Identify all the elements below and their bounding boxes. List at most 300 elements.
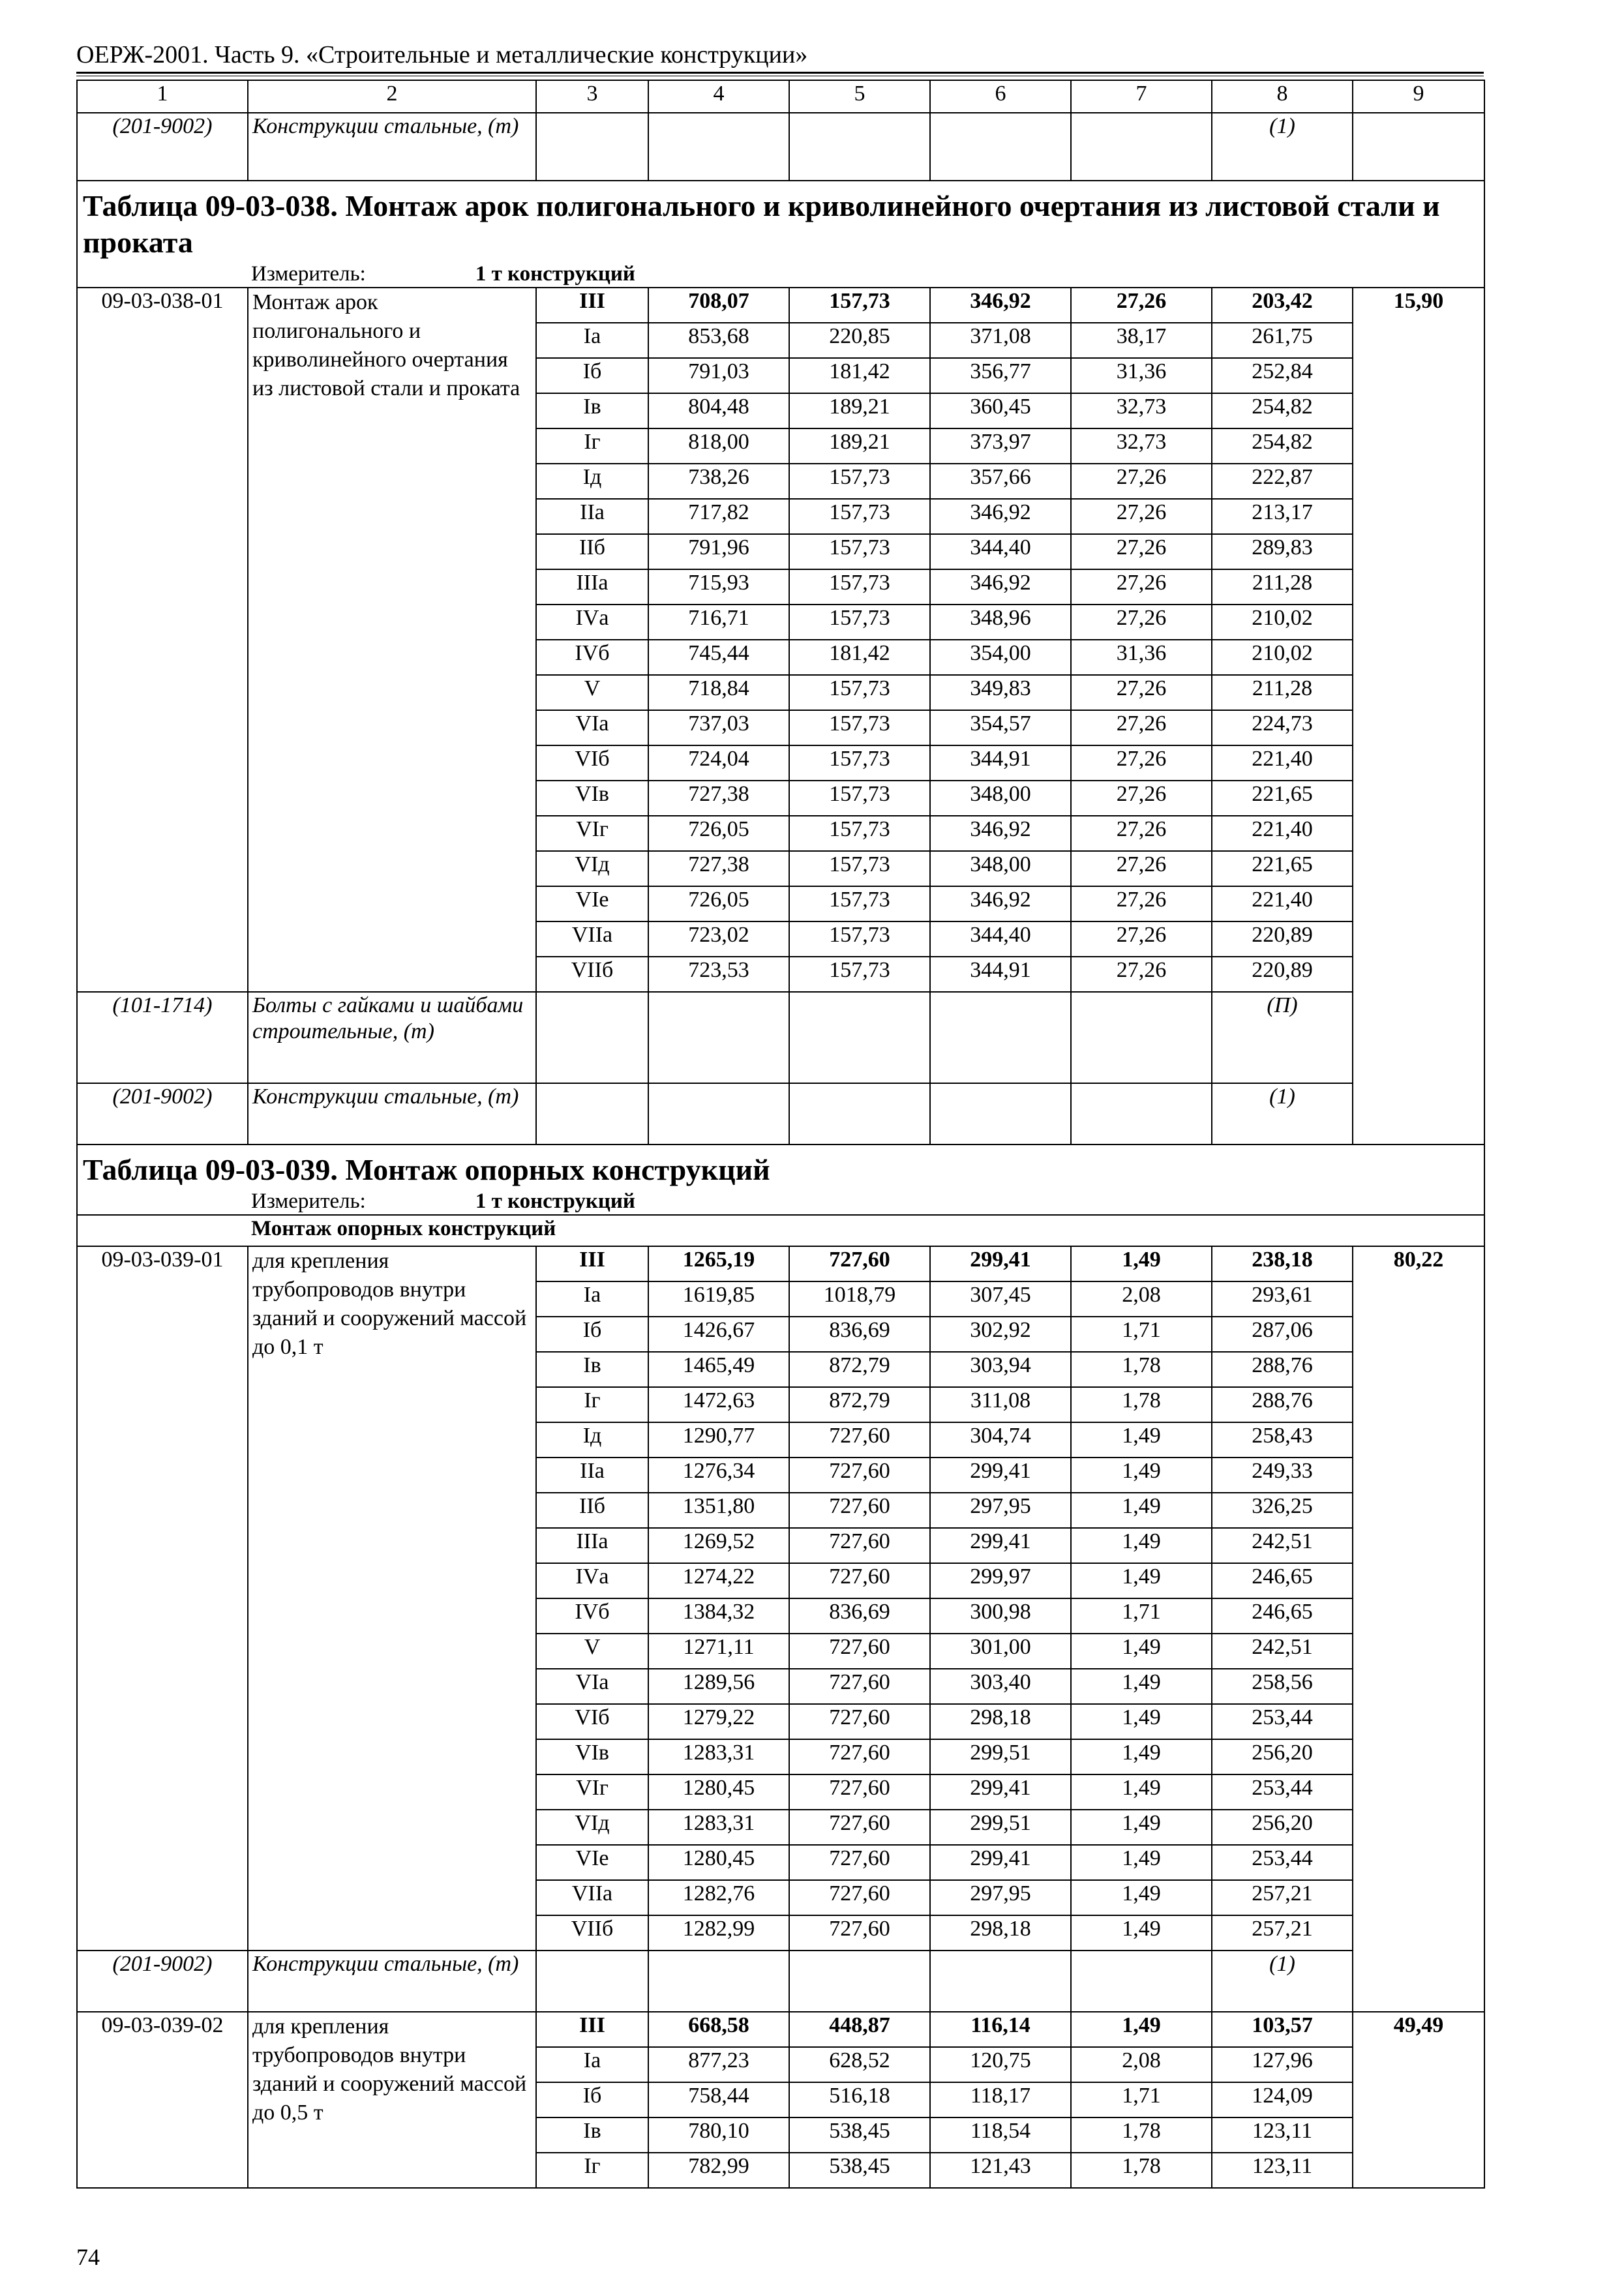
rate-value: 27,26 (1071, 816, 1212, 851)
rate-value: 311,08 (930, 1387, 1071, 1422)
rate-value: 299,51 (930, 1739, 1071, 1774)
rate-value: 293,61 (1212, 1281, 1353, 1317)
rate-value: 157,73 (789, 745, 930, 781)
material-name: Болты с гайками и шайбами строительные, (т) (248, 992, 536, 1083)
rate-value: 1265,19 (648, 1246, 789, 1281)
zone-label: Iв (536, 1352, 648, 1387)
rate-value: 203,42 (1212, 288, 1353, 323)
zone-label: Iг (536, 2153, 648, 2188)
rate-value: 2,08 (1071, 1281, 1212, 1317)
table-caption: Таблица 09-03-039. Монтаж опорных конструкций (77, 1144, 1484, 1188)
table-caption: Таблица 09-03-038. Монтаж арок полигонального и криволинейного очертания из листовой стали и проката (77, 181, 1484, 261)
zone-label: VIг (536, 816, 648, 851)
measure-value: 1 т конструкций (475, 262, 635, 286)
zone-label: Iа (536, 1281, 648, 1317)
rate-value: 727,60 (789, 1810, 930, 1845)
zone-label: Iв (536, 2117, 648, 2153)
empty-cell (789, 992, 930, 1083)
rate-value: 303,40 (930, 1669, 1071, 1704)
rate-value: 157,73 (789, 499, 930, 534)
rate-value: 221,65 (1212, 781, 1353, 816)
zone-label: VIв (536, 781, 648, 816)
rate-value: 38,17 (1071, 323, 1212, 358)
rate-value: 1282,99 (648, 1915, 789, 1951)
empty-cell (789, 1951, 930, 2012)
zone-label: IVа (536, 1563, 648, 1598)
rate-value: 224,73 (1212, 710, 1353, 745)
measure-row (77, 261, 1484, 288)
rate-value: 1,49 (1071, 1810, 1212, 1845)
measure-value: 1 т конструкций (475, 1189, 635, 1213)
empty-cell (930, 1083, 1071, 1144)
rate-value: 538,45 (789, 2117, 930, 2153)
zone-label: IIа (536, 499, 648, 534)
zone-label: IIа (536, 1458, 648, 1493)
empty-cell (648, 992, 789, 1083)
empty-cell (1071, 992, 1212, 1083)
rate-value: 257,21 (1212, 1915, 1353, 1951)
zone-label: IVб (536, 640, 648, 675)
rate-value: 326,25 (1212, 1493, 1353, 1528)
table-caption-row (77, 1144, 1484, 1188)
rate-value: 27,26 (1071, 921, 1212, 957)
rate-value: 346,92 (930, 816, 1071, 851)
rate-value: 124,09 (1212, 2082, 1353, 2117)
column-number: 5 (789, 80, 930, 113)
zone-label: Iг (536, 428, 648, 464)
rate-value: 346,92 (930, 886, 1071, 921)
material-quantity: (1) (1212, 113, 1353, 181)
rate-value: 27,26 (1071, 464, 1212, 499)
rate-value: 299,41 (930, 1845, 1071, 1880)
zone-label: VIIб (536, 1915, 648, 1951)
rate-value: 354,57 (930, 710, 1071, 745)
rate-value: 1282,76 (648, 1880, 789, 1915)
empty-cell (536, 1083, 648, 1144)
rate-value: 715,93 (648, 569, 789, 605)
page-number: 74 (76, 2244, 100, 2270)
rate-value: 1,71 (1071, 1598, 1212, 1634)
item-description: Монтаж арок полигонального и криволинейного очертания из листовой стали и проката (248, 288, 536, 992)
subheading-row (77, 1215, 1484, 1246)
rate-value: 32,73 (1071, 393, 1212, 428)
rate-value: 157,73 (789, 569, 930, 605)
rate-value: 1290,77 (648, 1422, 789, 1458)
column-number: 3 (536, 80, 648, 113)
rate-value: 120,75 (930, 2047, 1071, 2082)
rate-value: 1,71 (1071, 2082, 1212, 2117)
rate-value: 348,96 (930, 605, 1071, 640)
material-quantity: (П) (1212, 992, 1353, 1083)
material-row (77, 1951, 1484, 2012)
item-code: 09-03-038-01 (77, 288, 248, 992)
rate-value: 1,49 (1071, 1493, 1212, 1528)
rate-value: 727,38 (648, 851, 789, 886)
rate-value: 1,49 (1071, 1634, 1212, 1669)
rate-value: 723,02 (648, 921, 789, 957)
rate-value: 297,95 (930, 1880, 1071, 1915)
rate-value: 726,05 (648, 816, 789, 851)
rate-value: 220,89 (1212, 957, 1353, 992)
zone-label: Iв (536, 393, 648, 428)
empty-cell (536, 992, 648, 1083)
zone-label: Iа (536, 323, 648, 358)
rate-value: 1280,45 (648, 1845, 789, 1880)
rate-value: 346,92 (930, 499, 1071, 534)
rate-value: 349,83 (930, 675, 1071, 710)
rate-value: 373,97 (930, 428, 1071, 464)
rate-value: 668,58 (648, 2012, 789, 2047)
material-name: Конструкции стальные, (т) (248, 113, 536, 181)
rate-value: 1276,34 (648, 1458, 789, 1493)
table-caption-row (77, 181, 1484, 261)
rate-value: 727,60 (789, 1246, 930, 1281)
rate-value: 253,44 (1212, 1774, 1353, 1810)
rate-value: 727,60 (789, 1880, 930, 1915)
rate-value: 1,49 (1071, 1422, 1212, 1458)
rate-value: 27,26 (1071, 745, 1212, 781)
zone-label: IVб (536, 1598, 648, 1634)
rate-value: 289,83 (1212, 534, 1353, 569)
rate-value: 103,57 (1212, 2012, 1353, 2047)
measure-label: Измеритель: (251, 1189, 366, 1213)
rate-value: 221,65 (1212, 851, 1353, 886)
empty-cell (789, 1083, 930, 1144)
rate-value: 1351,80 (648, 1493, 789, 1528)
empty-cell (1071, 1951, 1212, 2012)
zone-label: Iд (536, 1422, 648, 1458)
rate-value: 221,40 (1212, 745, 1353, 781)
rate-value: 189,21 (789, 428, 930, 464)
column-number: 8 (1212, 80, 1353, 113)
rate-value: 1283,31 (648, 1739, 789, 1774)
rates-table (76, 80, 1485, 2189)
zone-label: IVа (536, 605, 648, 640)
empty-cell (930, 113, 1071, 181)
rate-value: 254,82 (1212, 393, 1353, 428)
material-code: (201-9002) (77, 1951, 248, 2012)
rate-value: 300,98 (930, 1598, 1071, 1634)
rate-value: 708,07 (648, 288, 789, 323)
rate-value: 872,79 (789, 1387, 930, 1422)
zone-label: V (536, 1634, 648, 1669)
rate-value: 724,04 (648, 745, 789, 781)
rate-value: 287,06 (1212, 1317, 1353, 1352)
rate-value: 356,77 (930, 358, 1071, 393)
rate-value: 1271,11 (648, 1634, 789, 1669)
measure-cell (77, 261, 1484, 288)
rate-value: 27,26 (1071, 886, 1212, 921)
zone-label: Iб (536, 358, 648, 393)
rate-value: 877,23 (648, 2047, 789, 2082)
rate-row (77, 288, 1484, 323)
empty-cell (536, 113, 648, 181)
rate-value: 189,21 (789, 393, 930, 428)
rate-value: 157,73 (789, 464, 930, 499)
rate-row (77, 2012, 1484, 2047)
column-number: 4 (648, 80, 789, 113)
zone-label: Iд (536, 464, 648, 499)
rate-value: 717,82 (648, 499, 789, 534)
rate-value: 357,66 (930, 464, 1071, 499)
rate-value: 836,69 (789, 1598, 930, 1634)
rate-value: 872,79 (789, 1352, 930, 1387)
rate-value: 299,41 (930, 1458, 1071, 1493)
rate-value: 27,26 (1071, 851, 1212, 886)
rate-value: 836,69 (789, 1317, 930, 1352)
rate-value: 1465,49 (648, 1352, 789, 1387)
rate-value: 258,43 (1212, 1422, 1353, 1458)
rate-value: 249,33 (1212, 1458, 1353, 1493)
rate-value: 1,78 (1071, 2153, 1212, 2188)
rate-value: 727,60 (789, 1563, 930, 1598)
material-quantity: (1) (1212, 1951, 1353, 2012)
rate-value: 32,73 (1071, 428, 1212, 464)
rate-value: 301,00 (930, 1634, 1071, 1669)
rate-value: 299,41 (930, 1246, 1071, 1281)
zone-label: IIIа (536, 1528, 648, 1563)
rate-value: 246,65 (1212, 1563, 1353, 1598)
rate-value: 818,00 (648, 428, 789, 464)
zone-label: VIб (536, 745, 648, 781)
rate-value: 791,96 (648, 534, 789, 569)
rate-value: 220,85 (789, 323, 930, 358)
rate-value: 127,96 (1212, 2047, 1353, 2082)
rate-value: 1280,45 (648, 1774, 789, 1810)
zone-label: VIд (536, 1810, 648, 1845)
column-number: 7 (1071, 80, 1212, 113)
labor-total: 49,49 (1353, 2012, 1484, 2188)
rate-value: 346,92 (930, 569, 1071, 605)
rate-value: 782,99 (648, 2153, 789, 2188)
rate-value: 221,40 (1212, 816, 1353, 851)
rate-value: 727,60 (789, 1422, 930, 1458)
rate-value: 288,76 (1212, 1387, 1353, 1422)
material-row (77, 113, 1484, 181)
rate-value: 354,00 (930, 640, 1071, 675)
rate-value: 253,44 (1212, 1845, 1353, 1880)
rate-value: 121,43 (930, 2153, 1071, 2188)
column-number: 1 (77, 80, 248, 113)
zone-label: VIе (536, 1845, 648, 1880)
rate-value: 288,76 (1212, 1352, 1353, 1387)
rate-value: 298,18 (930, 1704, 1071, 1739)
rate-value: 27,26 (1071, 534, 1212, 569)
rate-value: 727,60 (789, 1458, 930, 1493)
rate-value: 346,92 (930, 288, 1071, 323)
rate-value: 27,26 (1071, 957, 1212, 992)
rate-value: 727,60 (789, 1528, 930, 1563)
zone-label: III (536, 1246, 648, 1281)
zone-label: VIIа (536, 921, 648, 957)
item-code: 09-03-039-01 (77, 1246, 248, 1951)
rate-value: 758,44 (648, 2082, 789, 2117)
empty-cell (1071, 1083, 1212, 1144)
rate-value: 1,49 (1071, 1739, 1212, 1774)
rate-value: 791,03 (648, 358, 789, 393)
rate-value: 157,73 (789, 781, 930, 816)
zone-label: III (536, 288, 648, 323)
rate-value: 1,49 (1071, 1246, 1212, 1281)
measure-cell (77, 1188, 1484, 1215)
item-description: для крепления трубопроводов внутри зданий и сооружений массой до 0,5 т (248, 2012, 536, 2188)
rate-value: 360,45 (930, 393, 1071, 428)
rate-value: 348,00 (930, 781, 1071, 816)
rate-value: 123,11 (1212, 2153, 1353, 2188)
empty-cell (930, 1951, 1071, 2012)
column-header-row (77, 80, 1484, 113)
rate-value: 1,49 (1071, 1669, 1212, 1704)
zone-label: Iб (536, 1317, 648, 1352)
rate-value: 242,51 (1212, 1634, 1353, 1669)
rate-value: 344,40 (930, 921, 1071, 957)
rate-value: 210,02 (1212, 640, 1353, 675)
rate-value: 344,40 (930, 534, 1071, 569)
empty-cell (536, 1951, 648, 2012)
rates-table-container (76, 80, 1484, 2189)
rate-value: 299,41 (930, 1528, 1071, 1563)
zone-label: VIIб (536, 957, 648, 992)
item-description: для крепления трубопроводов внутри зданий и сооружений массой до 0,1 т (248, 1246, 536, 1951)
material-code: (201-9002) (77, 1083, 248, 1144)
rate-value: 1384,32 (648, 1598, 789, 1634)
rate-value: 1,49 (1071, 1563, 1212, 1598)
rate-value: 804,48 (648, 393, 789, 428)
rate-value: 123,11 (1212, 2117, 1353, 2153)
empty-cell (648, 1083, 789, 1144)
zone-label: Iа (536, 2047, 648, 2082)
rate-value: 1,78 (1071, 1352, 1212, 1387)
zone-label: IIб (536, 534, 648, 569)
rate-value: 780,10 (648, 2117, 789, 2153)
rate-value: 1,71 (1071, 1317, 1212, 1352)
zone-label: V (536, 675, 648, 710)
rate-value: 516,18 (789, 2082, 930, 2117)
rate-value: 213,17 (1212, 499, 1353, 534)
rate-row (77, 1246, 1484, 1281)
rate-value: 727,60 (789, 1774, 930, 1810)
rate-value: 157,73 (789, 921, 930, 957)
rate-value: 727,60 (789, 1704, 930, 1739)
rate-value: 211,28 (1212, 675, 1353, 710)
rate-value: 1,49 (1071, 2012, 1212, 2047)
page-header: ОЕРЖ-2001. Часть 9. «Строительные и металлические конструкции» (76, 41, 808, 68)
zone-label: IIIа (536, 569, 648, 605)
material-name: Конструкции стальные, (т) (248, 1083, 536, 1144)
rate-value: 157,73 (789, 851, 930, 886)
rate-value: 344,91 (930, 745, 1071, 781)
empty-cell (789, 113, 930, 181)
rate-value: 299,97 (930, 1563, 1071, 1598)
rate-value: 1,49 (1071, 1704, 1212, 1739)
subheading-cell (77, 1215, 1484, 1246)
rate-value: 211,28 (1212, 569, 1353, 605)
rate-value: 1269,52 (648, 1528, 789, 1563)
rate-value: 222,87 (1212, 464, 1353, 499)
rate-value: 1289,56 (648, 1669, 789, 1704)
rate-value: 1,78 (1071, 1387, 1212, 1422)
rate-value: 256,20 (1212, 1810, 1353, 1845)
rate-value: 348,00 (930, 851, 1071, 886)
rate-value: 1619,85 (648, 1281, 789, 1317)
subheading: Монтаж опорных конструкций (251, 1217, 556, 1240)
zone-label: VIе (536, 886, 648, 921)
rate-value: 298,18 (930, 1915, 1071, 1951)
rate-value: 727,60 (789, 1634, 930, 1669)
rate-value: 257,21 (1212, 1880, 1353, 1915)
zone-label: Iг (536, 1387, 648, 1422)
labor-total: 15,90 (1353, 288, 1484, 1144)
rate-value: 1274,22 (648, 1563, 789, 1598)
rate-value: 1,49 (1071, 1774, 1212, 1810)
rate-value: 448,87 (789, 2012, 930, 2047)
rate-value: 853,68 (648, 323, 789, 358)
rate-value: 371,08 (930, 323, 1071, 358)
column-number: 2 (248, 80, 536, 113)
zone-label: VIг (536, 1774, 648, 1810)
rate-value: 299,51 (930, 1810, 1071, 1845)
rate-value: 297,95 (930, 1493, 1071, 1528)
rate-value: 727,60 (789, 1915, 930, 1951)
rate-value: 727,60 (789, 1669, 930, 1704)
rate-value: 303,94 (930, 1352, 1071, 1387)
rate-value: 238,18 (1212, 1246, 1353, 1281)
rate-value: 157,73 (789, 675, 930, 710)
rate-value: 31,36 (1071, 358, 1212, 393)
column-number: 6 (930, 80, 1071, 113)
zone-label: VIа (536, 710, 648, 745)
rate-value: 157,73 (789, 886, 930, 921)
rate-value: 1,49 (1071, 1845, 1212, 1880)
rate-value: 246,65 (1212, 1598, 1353, 1634)
rate-value: 1472,63 (648, 1387, 789, 1422)
material-row (77, 1083, 1484, 1144)
zone-label: VIIа (536, 1880, 648, 1915)
rate-value: 258,56 (1212, 1669, 1353, 1704)
empty-cell (930, 992, 1071, 1083)
rate-value: 299,41 (930, 1774, 1071, 1810)
rate-value: 302,92 (930, 1317, 1071, 1352)
rate-value: 254,82 (1212, 428, 1353, 464)
rate-value: 1,78 (1071, 2117, 1212, 2153)
empty-cell (1071, 113, 1212, 181)
zone-label: VIб (536, 1704, 648, 1739)
rate-value: 157,73 (789, 816, 930, 851)
rate-value: 27,26 (1071, 781, 1212, 816)
rate-value: 221,40 (1212, 886, 1353, 921)
rate-value: 1,49 (1071, 1458, 1212, 1493)
material-row (77, 992, 1484, 1083)
zone-label: IIб (536, 1493, 648, 1528)
zone-label: VIд (536, 851, 648, 886)
material-quantity: (1) (1212, 1083, 1353, 1144)
header-rule (76, 72, 1484, 74)
rate-value: 738,26 (648, 464, 789, 499)
rate-value: 181,42 (789, 640, 930, 675)
rate-value: 31,36 (1071, 640, 1212, 675)
rate-value: 157,73 (789, 534, 930, 569)
rate-value: 737,03 (648, 710, 789, 745)
zone-label: VIв (536, 1739, 648, 1774)
rate-value: 220,89 (1212, 921, 1353, 957)
rate-value: 716,71 (648, 605, 789, 640)
rate-value: 210,02 (1212, 605, 1353, 640)
rate-value: 1283,31 (648, 1810, 789, 1845)
material-code: (101-1714) (77, 992, 248, 1083)
rate-value: 718,84 (648, 675, 789, 710)
rate-value: 1426,67 (648, 1317, 789, 1352)
rate-value: 304,74 (930, 1422, 1071, 1458)
